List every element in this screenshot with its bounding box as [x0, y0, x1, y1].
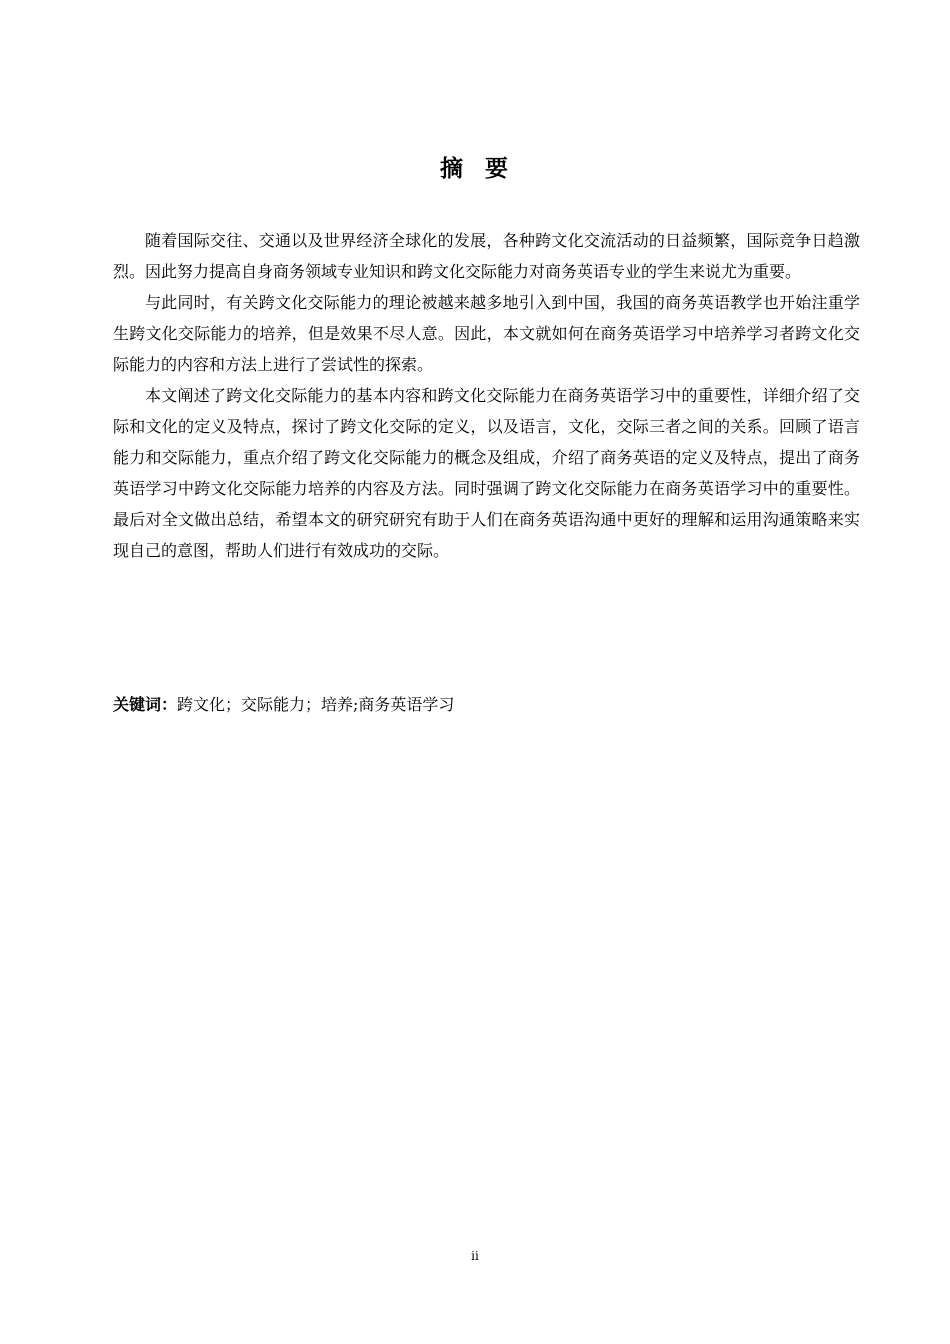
keywords-label: 关键词： [113, 695, 178, 714]
keywords-value: 跨文化；交际能力；培养;商务英语学习 [177, 695, 455, 714]
abstract-paragraph-2: 与此同时，有关跨文化交际能力的理论被越来越多地引入到中国，我国的商务英语教学也开始注重学生跨文化交际能力的培养，但是效果不尽人意。因此，本文就如何在商务英语学习中培养学习者跨文化交际能力的内容和方法上进行了尝试性的探索。 [113, 293, 860, 374]
abstract-body [113, 225, 860, 566]
page-title [0, 152, 950, 186]
keywords-line [113, 689, 860, 720]
page-number: ii [471, 1249, 479, 1263]
abstract-paragraph-1: 随着国际交往、交通以及世界经济全球化的发展，各种跨文化交流活动的日益频繁，国际竞争日趋激烈。因此努力提高自身商务领域专业知识和跨文化交际能力对商务英语专业的学生来说尤为重要。 [113, 231, 860, 281]
page-title-char-1: 摘 [440, 156, 465, 182]
abstract-paragraph-3: 本文阐述了跨文化交际能力的基本内容和跨文化交际能力在商务英语学习中的重要性，详细介绍了交际和文化的定义及特点，探讨了跨文化交际的定义，以及语言，文化，交际三者之间的关系。回顾了语言能力和交际能力，重点介绍了跨文化交际能力的概念及组成，介绍了商务英语的定义及特点，提出了商务英语学习中跨文化交际能力培养的内容及方法。同时强调了跨文化交际能力在商务英语学习中的重要性。最后对全文做出总结，希望本文的研究研究有助于人们在商务英语沟通中更好的理解和运用沟通策略来实现自己的意图，帮助人们进行有效成功的交际。 [113, 386, 860, 560]
page-title-char-2: 要 [485, 156, 510, 182]
